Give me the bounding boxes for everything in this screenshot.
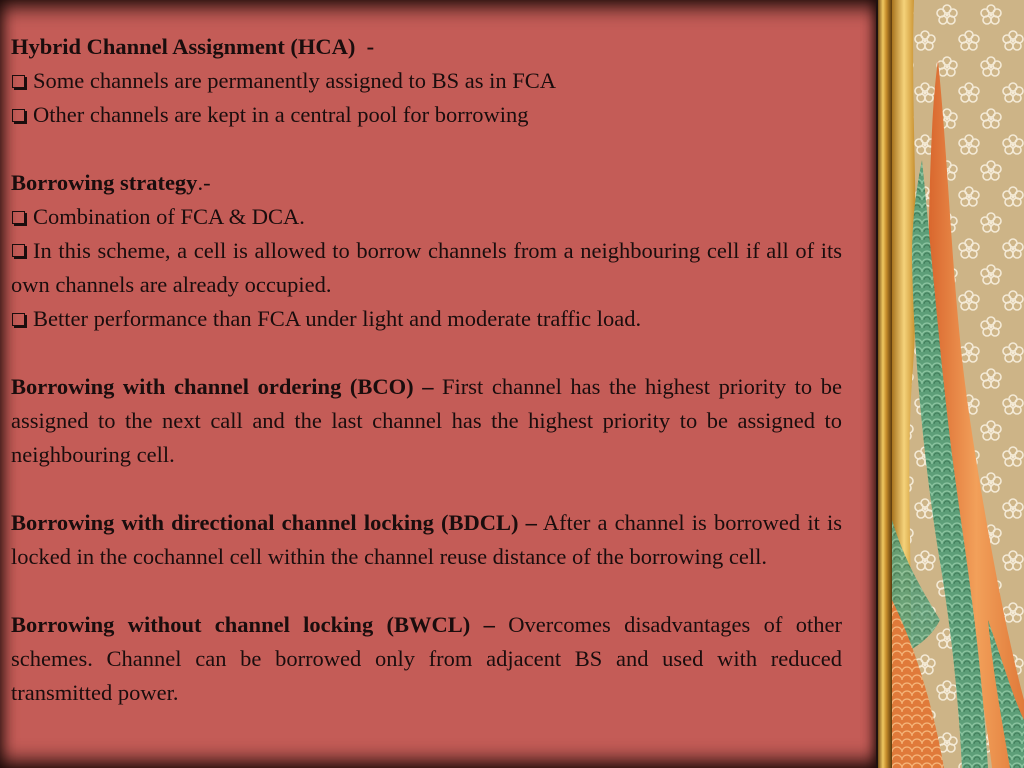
bwcl-term: Borrowing without channel locking (BWCL) — [11, 612, 471, 637]
bwcl-text: Overcomes disadvantages of other schemes. Channel can be borrowed only from adjacent BS and used with reduced transmitted power. — [11, 612, 842, 705]
strategy-bullet-2-text: In this scheme, a cell is allowed to borrow channels from a neighbouring cell if all of its own channels are already occupied. — [11, 238, 842, 297]
hca-title: Hybrid Channel Assignment (HCA) — [11, 34, 356, 59]
bdcl-dash: – — [518, 510, 537, 535]
checkbox-bullet-icon — [12, 109, 25, 122]
strategy-title: Borrowing strategy — [11, 170, 198, 195]
hca-title-suffix: - — [355, 34, 375, 59]
bwcl-paragraph — [11, 608, 842, 710]
bwcl-dash: – — [470, 612, 495, 637]
strategy-bullet-3-text: Better performance than FCA under light and moderate traffic load. — [33, 306, 642, 331]
hca-bullet-2 — [11, 98, 842, 132]
hca-bullet-1-text: Some channels are permanently assigned to BS as in FCA — [33, 68, 557, 93]
checkbox-bullet-icon — [12, 211, 25, 224]
hca-bullet-1 — [11, 64, 842, 98]
decorative-floral-panel — [892, 0, 1024, 768]
bco-paragraph — [11, 370, 842, 472]
bco-term: Borrowing with channel ordering (BCO) — [11, 374, 414, 399]
gold-divider — [878, 0, 892, 768]
checkbox-bullet-icon — [12, 75, 25, 88]
slide-body — [11, 30, 842, 710]
strategy-heading — [11, 166, 842, 200]
bdcl-text: After a channel is borrowed it is locked in the cochannel cell within the channel reuse distance of the borrowing cell. — [11, 510, 842, 569]
bco-text: First channel has the highest priority to be assigned to the next call and the last channel has the highest priority to be assigned to neighbouring cell. — [11, 374, 842, 467]
hca-bullet-2-text: Other channels are kept in a central pool for borrowing — [33, 102, 529, 127]
bdcl-term: Borrowing with directional channel locking (BDCL) — [11, 510, 519, 535]
strategy-bullet-1-text: Combination of FCA & DCA. — [33, 204, 305, 229]
strategy-bullet-1 — [11, 200, 842, 234]
checkbox-bullet-icon — [12, 244, 25, 257]
strategy-bullet-3 — [11, 302, 842, 336]
bco-dash: – — [413, 374, 434, 399]
hca-heading — [11, 30, 842, 64]
strategy-title-suffix: .- — [197, 170, 211, 195]
bdcl-paragraph — [11, 506, 842, 574]
strategy-bullet-2 — [11, 234, 842, 302]
checkbox-bullet-icon — [12, 313, 25, 326]
